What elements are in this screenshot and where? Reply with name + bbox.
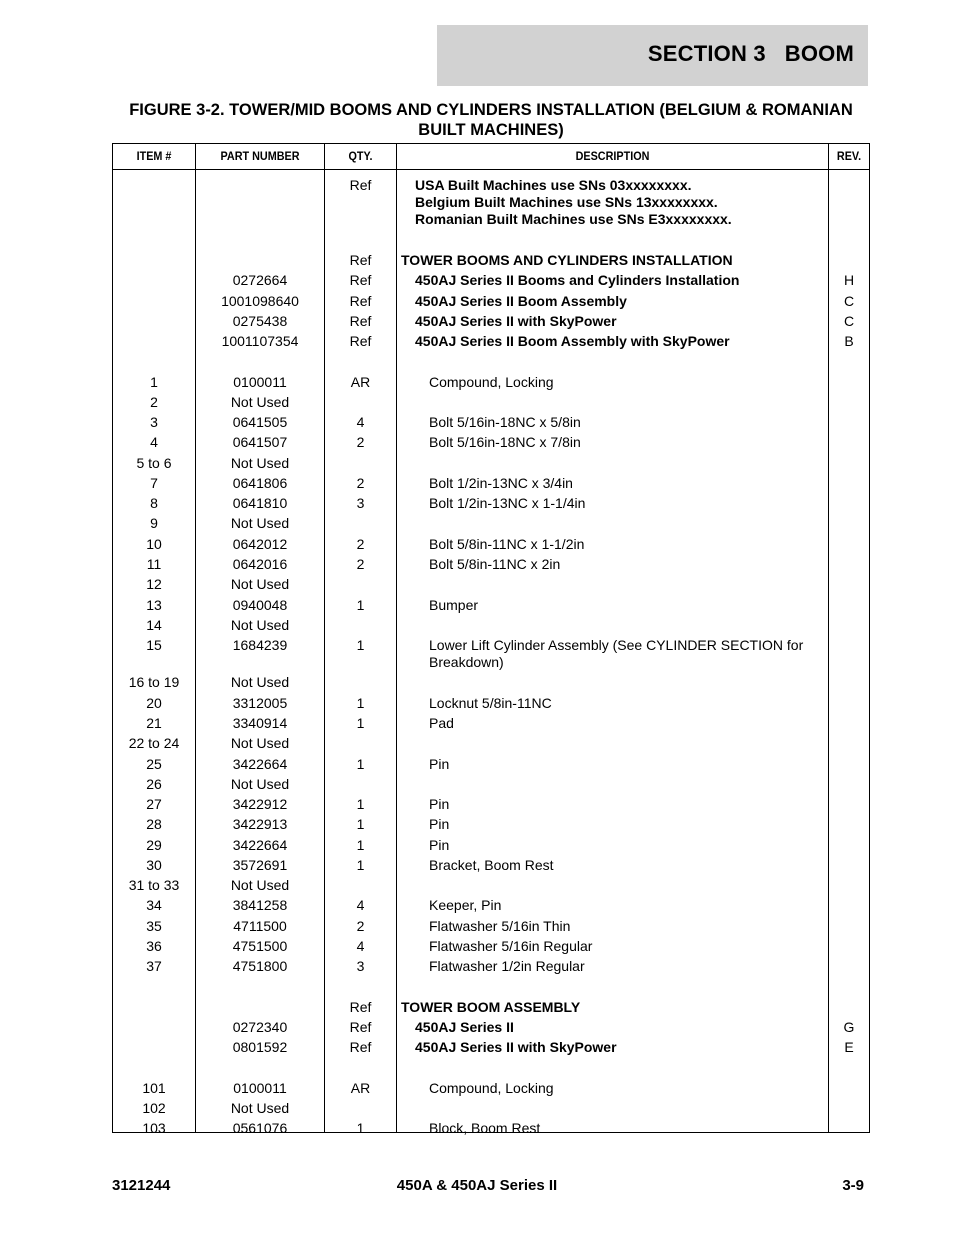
table-row <box>113 695 869 715</box>
table-row <box>113 495 869 515</box>
description-cell: Compound, Locking <box>429 374 554 390</box>
item-cell: 22 to 24 <box>128 735 180 751</box>
table-row <box>113 837 869 857</box>
qty-cell: 1 <box>356 816 365 832</box>
item-cell: 15 <box>146 637 162 653</box>
qty-cell: 4 <box>356 897 365 913</box>
item-cell: 35 <box>146 918 162 934</box>
qty-cell: 1 <box>356 1120 365 1136</box>
part-number-cell: 1001098640 <box>221 293 299 309</box>
table-row <box>113 434 869 454</box>
table-row <box>113 455 869 475</box>
qty-cell: 3 <box>356 958 365 974</box>
description-cell: Belgium Built Machines use SNs 13xxxxxxxx. <box>415 194 718 210</box>
qty-cell: 1 <box>356 597 365 613</box>
item-cell: 28 <box>146 816 162 832</box>
item-cell: 7 <box>150 475 158 491</box>
header-description: DESCRIPTION <box>575 149 650 163</box>
table-row <box>113 576 869 596</box>
table-row <box>113 735 869 755</box>
part-number-cell: 0100011 <box>233 374 287 390</box>
qty-cell: 2 <box>356 556 365 572</box>
part-number-cell: Not Used <box>230 455 290 471</box>
item-cell: 25 <box>146 756 162 772</box>
table-row <box>113 1019 869 1039</box>
description-cell: TOWER BOOMS AND CYLINDERS INSTALLATION <box>401 252 733 268</box>
table-row <box>113 857 869 877</box>
item-cell: 3 <box>150 414 158 430</box>
table-row <box>113 536 869 556</box>
item-cell: 102 <box>142 1100 166 1116</box>
part-number-cell: Not Used <box>230 576 290 592</box>
item-cell: 30 <box>146 857 162 873</box>
part-number-cell: 4711500 <box>233 918 287 934</box>
description-cell: 450AJ Series II <box>415 1019 514 1035</box>
item-cell: 9 <box>150 515 158 531</box>
qty-cell: 2 <box>356 434 365 450</box>
item-cell: 5 to 6 <box>136 455 172 471</box>
part-number-cell: 3422912 <box>232 796 288 812</box>
item-cell: 103 <box>142 1120 166 1136</box>
description-cell: Compound, Locking <box>429 1080 554 1096</box>
table-row <box>113 374 869 394</box>
description-cell: Block, Boom Rest <box>429 1120 541 1136</box>
part-number-cell: Not Used <box>230 1100 290 1116</box>
table-row <box>113 211 869 231</box>
item-cell: 29 <box>146 837 162 853</box>
part-number-cell: 0641806 <box>232 475 288 491</box>
table-row <box>113 776 869 796</box>
rev-cell: B <box>844 333 854 349</box>
qty-cell: Ref <box>349 177 372 193</box>
table-row <box>113 1039 869 1059</box>
description-cell: Flatwasher 5/16in Regular <box>429 938 593 954</box>
table-row <box>113 1120 869 1140</box>
description-cell: 450AJ Series II Boom Assembly with SkyPower <box>415 333 730 349</box>
description-cell: Lower Lift Cylinder Assembly (See CYLINDER SECTION for Breakdown) <box>429 637 804 670</box>
section-title: SECTION 3 BOOM <box>647 41 854 66</box>
rev-cell: G <box>843 1019 855 1035</box>
table-row <box>113 272 869 292</box>
part-number-cell: 3572691 <box>232 857 288 873</box>
description-cell: Bumper <box>429 597 479 613</box>
description-cell: Locknut 5/8in-11NC <box>429 695 552 711</box>
item-cell: 4 <box>150 434 158 450</box>
part-number-cell: 1684239 <box>232 637 288 653</box>
header-divider <box>113 169 869 170</box>
qty-cell: 1 <box>356 715 365 731</box>
qty-cell: 4 <box>356 938 365 954</box>
table-row <box>113 475 869 495</box>
table-row <box>113 816 869 836</box>
rev-cell: H <box>843 272 855 288</box>
description-cell: TOWER BOOM ASSEMBLY <box>401 999 581 1015</box>
part-number-cell: 0641810 <box>232 495 288 511</box>
parts-table <box>112 143 870 1136</box>
part-number-cell: 0940048 <box>232 597 288 613</box>
qty-cell: 1 <box>356 756 365 772</box>
item-cell: 20 <box>146 695 162 711</box>
table-row <box>113 958 869 978</box>
part-number-cell: 0272340 <box>232 1019 288 1035</box>
part-number-cell: 0641505 <box>232 414 288 430</box>
item-cell: 27 <box>146 796 162 812</box>
table-row <box>113 756 869 776</box>
qty-cell: Ref <box>349 272 372 288</box>
description-cell: 450AJ Series II Boom Assembly <box>415 293 627 309</box>
qty-cell: Ref <box>349 333 372 349</box>
table-row <box>113 674 869 694</box>
table-row <box>113 293 869 313</box>
table-row <box>113 796 869 816</box>
description-cell: Bolt 5/8in-11NC x 2in <box>429 556 561 572</box>
table-row <box>113 414 869 434</box>
section-header <box>437 25 868 86</box>
qty-cell: 2 <box>356 475 365 491</box>
table-row <box>113 1100 869 1120</box>
footer-page-number: 3-9 <box>842 1177 864 1194</box>
table-row <box>113 877 869 897</box>
part-number-cell: Not Used <box>230 515 290 531</box>
description-cell: Pin <box>429 837 450 853</box>
description-cell: Flatwasher 5/16in Thin <box>429 918 571 934</box>
qty-cell: 1 <box>356 796 365 812</box>
qty-cell: Ref <box>349 999 372 1015</box>
description-cell: Keeper, Pin <box>429 897 502 913</box>
rev-cell: C <box>843 293 855 309</box>
item-cell: 13 <box>146 597 162 613</box>
description-cell: Romanian Built Machines use SNs E3xxxxxxxx. <box>415 211 732 227</box>
table-row <box>113 617 869 637</box>
header-item: ITEM # <box>136 149 172 163</box>
table-row <box>113 918 869 938</box>
description-cell: USA Built Machines use SNs 03xxxxxxxx. <box>415 177 692 193</box>
rev-cell: E <box>844 1039 854 1055</box>
description-cell: Pad <box>429 715 454 731</box>
part-number-cell: 3312005 <box>232 695 288 711</box>
description-cell: 450AJ Series II with SkyPower <box>415 1039 617 1055</box>
header-qty: QTY. <box>348 149 373 163</box>
part-number-cell: 0100011 <box>233 1080 287 1096</box>
item-cell: 21 <box>146 715 162 731</box>
description-cell: Bracket, Boom Rest <box>429 857 554 873</box>
description-cell: Pin <box>429 816 450 832</box>
qty-cell: 3 <box>356 495 365 511</box>
qty-cell: 2 <box>356 536 365 552</box>
part-number-cell: 0642016 <box>232 556 288 572</box>
description-cell: Pin <box>429 756 450 772</box>
table-row <box>113 597 869 617</box>
part-number-cell: 0561076 <box>232 1120 288 1136</box>
table-row <box>113 938 869 958</box>
table-row <box>113 515 869 535</box>
item-cell: 26 <box>146 776 162 792</box>
item-cell: 2 <box>150 394 158 410</box>
qty-cell: 1 <box>356 857 365 873</box>
item-cell: 1 <box>150 374 158 390</box>
description-cell: Bolt 1/2in-13NC x 1-1/4in <box>429 495 586 511</box>
qty-cell: AR <box>350 1080 371 1096</box>
table-row <box>113 333 869 353</box>
part-number-cell: 3422913 <box>232 816 288 832</box>
item-cell: 16 to 19 <box>128 674 180 690</box>
description-cell: Pin <box>429 796 450 812</box>
qty-cell: Ref <box>349 1039 372 1055</box>
header-part-number: PART NUMBER <box>220 149 300 163</box>
part-number-cell: 4751500 <box>232 938 288 954</box>
description-cell: 450AJ Series II Booms and Cylinders Installation <box>415 272 740 288</box>
table-row <box>113 715 869 735</box>
footer-doc-number: 3121244 <box>112 1177 171 1194</box>
item-cell: 34 <box>146 897 162 913</box>
part-number-cell: Not Used <box>230 735 290 751</box>
table-row <box>113 1080 869 1100</box>
part-number-cell: 0275438 <box>232 313 288 329</box>
description-cell: Bolt 5/16in-18NC x 7/8in <box>429 434 581 450</box>
item-cell: 31 to 33 <box>128 877 180 893</box>
part-number-cell: Not Used <box>230 674 290 690</box>
description-cell: 450AJ Series II with SkyPower <box>415 313 617 329</box>
table-row <box>113 999 869 1019</box>
description-cell: Flatwasher 1/2in Regular <box>429 958 585 974</box>
item-cell: 8 <box>150 495 158 511</box>
qty-cell: Ref <box>349 1019 372 1035</box>
part-number-cell: Not Used <box>230 877 290 893</box>
part-number-cell: 3841258 <box>232 897 288 913</box>
part-number-cell: 1001107354 <box>221 333 299 349</box>
part-number-cell: 0641507 <box>232 434 288 450</box>
table-row <box>113 637 869 670</box>
table-row <box>113 313 869 333</box>
qty-cell: 1 <box>356 637 365 653</box>
description-cell: Bolt 5/8in-11NC x 1-1/2in <box>429 536 585 552</box>
part-number-cell: 4751800 <box>232 958 288 974</box>
rev-cell: C <box>843 313 855 329</box>
table-row <box>113 556 869 576</box>
part-number-cell: Not Used <box>230 394 290 410</box>
footer-model: 450A & 450AJ Series II <box>396 1177 558 1194</box>
item-cell: 10 <box>146 536 162 552</box>
header-rev: REV. <box>836 149 862 163</box>
part-number-cell: Not Used <box>230 617 290 633</box>
part-number-cell: 3422664 <box>232 756 288 772</box>
qty-cell: 4 <box>356 414 365 430</box>
part-number-cell: 0801592 <box>232 1039 288 1055</box>
part-number-cell: 0642012 <box>232 536 288 552</box>
description-cell: Bolt 5/16in-18NC x 5/8in <box>429 414 581 430</box>
part-number-cell: 3340914 <box>232 715 288 731</box>
qty-cell: Ref <box>349 313 372 329</box>
qty-cell: AR <box>350 374 371 390</box>
item-cell: 11 <box>146 556 162 572</box>
item-cell: 101 <box>142 1080 166 1096</box>
qty-cell: Ref <box>349 252 372 268</box>
qty-cell: Ref <box>349 293 372 309</box>
description-cell: Bolt 1/2in-13NC x 3/4in <box>429 475 573 491</box>
qty-cell: 1 <box>356 695 365 711</box>
part-number-cell: 3422664 <box>232 837 288 853</box>
part-number-cell: Not Used <box>230 776 290 792</box>
item-cell: 14 <box>146 617 162 633</box>
item-cell: 36 <box>146 938 162 954</box>
qty-cell: 2 <box>356 918 365 934</box>
part-number-cell: 0272664 <box>232 272 288 288</box>
table-row <box>113 252 869 272</box>
table-row <box>113 394 869 414</box>
figure-title: FIGURE 3-2. TOWER/MID BOOMS AND CYLINDERS INSTALLATION (BELGIUM & ROMANIAN BUILT MACHINES) <box>129 101 853 139</box>
item-cell: 37 <box>146 958 162 974</box>
item-cell: 12 <box>146 576 162 592</box>
table-row <box>113 897 869 917</box>
qty-cell: 1 <box>356 837 365 853</box>
